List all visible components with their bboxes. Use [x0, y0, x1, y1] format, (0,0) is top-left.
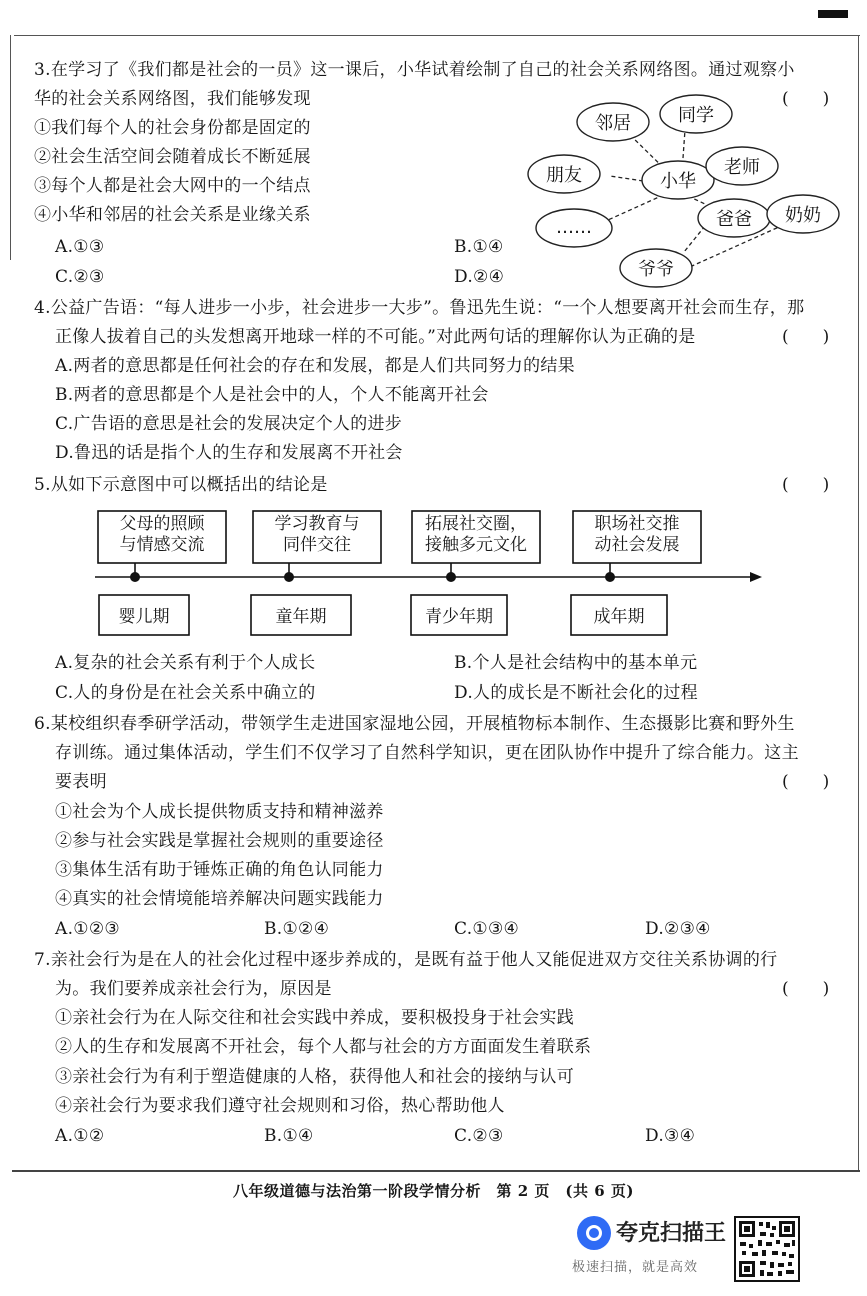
- q7-item-4: ④亲社会行为要求我们遵守社会规则和习俗，热心帮助他人: [55, 1096, 505, 1116]
- q6-option-a: A.①②③: [55, 919, 120, 939]
- q4-option-c: C.广告语的意思是社会的发展决定个人的进步: [55, 414, 403, 434]
- q3-item-3: ③每个人都是社会大网中的一个结点: [34, 176, 311, 196]
- q3-item-4: ④小华和邻居的社会关系是业缘关系: [34, 205, 311, 225]
- scanner-slogan: 极速扫描，就是高效: [572, 1260, 699, 1275]
- q4-answer-paren: ( ): [782, 327, 830, 347]
- page-footer: 八年级道德与法治第一阶段学情分析 第 2 页 (共 6 页): [233, 1182, 634, 1200]
- q7-item-3: ③亲社会行为有利于塑造健康的人格，获得他人和社会的接纳与认可: [55, 1067, 574, 1087]
- q4-option-a: A.两者的意思都是任何社会的存在和发展，都是人们共同努力的结果: [55, 356, 575, 376]
- timeline-infant-desc: 父母的照顾 与情感交流: [119, 514, 205, 555]
- q7-option-a: A.①②: [55, 1126, 105, 1146]
- timeline-stage-child: 童年期: [275, 607, 327, 627]
- node-teacher: 老师: [724, 157, 760, 178]
- timeline-teen-desc: 拓展社交圈， 接触多元文化: [425, 514, 527, 555]
- node-friend: 朋友: [546, 165, 582, 186]
- q6-stem-line2: 存训练。通过集体活动，学生们不仅学习了自然科学知识，更在团队协作中提升了综合能力。这主: [55, 743, 799, 763]
- q7-answer-paren: ( ): [782, 979, 830, 999]
- q3-item-2: ②社会生活空间会随着成长不断延展: [34, 147, 311, 167]
- timeline-stage-adult: 成年期: [593, 607, 645, 627]
- node-xiaohua: 小华: [660, 171, 696, 192]
- q4-stem-line2: 正像人拔着自己的头发想离开地球一样的不可能。”对此两句话的理解你认为正确的是: [55, 327, 696, 347]
- q7-item-1: ①亲社会行为在人际交往和社会实践中养成，要积极投身于社会实践: [55, 1008, 574, 1028]
- timeline-stage-teen: 青少年期: [425, 607, 493, 627]
- q5-option-d: D.人的成长是不断社会化的过程: [454, 683, 698, 703]
- node-neighbor: 邻居: [595, 113, 631, 134]
- q6-option-c: C.①③④: [454, 919, 520, 939]
- q6-stem-line3: 要表明: [55, 772, 107, 792]
- left-rule: [10, 35, 11, 260]
- q7-stem-line2: 为。我们要养成亲社会行为，原因是: [55, 979, 332, 999]
- q3-answer-paren: ( ): [782, 89, 830, 109]
- q7-item-2: ②人的生存和发展离不开社会，每个人都与社会的方方面面发生着联系: [55, 1037, 592, 1057]
- social-network-diagram: [520, 92, 850, 292]
- q7-option-b: B.①④: [264, 1126, 314, 1146]
- q6-answer-paren: ( ): [782, 772, 830, 792]
- q6-option-b: B.①②④: [264, 919, 330, 939]
- q3-option-d: D.②④: [454, 267, 505, 287]
- right-rule: [858, 35, 859, 1170]
- q3-stem-line2: 华的社会关系网络图，我们能够发现: [34, 89, 311, 109]
- q6-item-4: ④真实的社会情境能培养解决问题实践能力: [55, 889, 384, 909]
- timeline-child-desc: 学习教育与 同伴交往: [274, 514, 360, 555]
- q4-option-d: D.鲁迅的话是指个人的生存和发展离不开社会: [55, 443, 403, 463]
- node-ellipsis: ……: [556, 217, 592, 238]
- q7-option-d: D.③④: [645, 1126, 696, 1146]
- q6-item-1: ①社会为个人成长提供物质支持和精神滋养: [55, 802, 384, 822]
- scanner-app-name: 夸克扫描王: [616, 1221, 727, 1246]
- timeline-stage-infant: 婴儿期: [118, 607, 170, 627]
- q5-stem: 5.从如下示意图中可以概括出的结论是: [34, 475, 328, 495]
- q4-option-b: B.两者的意思都是个人是社会中的人，个人不能离开社会: [55, 385, 489, 405]
- timeline-adult-desc: 职场社交推 动社会发展: [594, 514, 680, 555]
- node-grandfather: 爷爷: [638, 259, 674, 280]
- q5-option-a: A.复杂的社会关系有利于个人成长: [55, 653, 316, 673]
- q5-answer-paren: ( ): [782, 475, 830, 495]
- q5-option-b: B.个人是社会结构中的基本单元: [454, 653, 698, 673]
- q3-option-b: B.①④: [454, 237, 504, 257]
- q3-option-a: A.①③: [55, 237, 105, 257]
- node-grandmother: 奶奶: [785, 205, 821, 226]
- q7-stem-line1: 7.亲社会行为是在人的社会化过程中逐步养成的，是既有益于他人又能促进双方交往关系协调的行: [34, 950, 778, 970]
- node-father: 爸爸: [716, 209, 752, 230]
- q4-stem-line1: 4.公益广告语：“每人进步一小步，社会进步一大步”。鲁迅先生说：“一个人想要离开社会而生存，那: [34, 298, 805, 318]
- q3-stem-line1: 3.在学习了《我们都是社会的一员》这一课后，小华试着绘制了自己的社会关系网络图。通过观察小: [34, 60, 795, 80]
- q6-item-3: ③集体生活有助于锤炼正确的角色认同能力: [55, 860, 384, 880]
- q6-option-d: D.②③④: [645, 919, 711, 939]
- scanner-logo-icon: [577, 1216, 611, 1250]
- q7-option-c: C.②③: [454, 1126, 504, 1146]
- page-corner-mark: [818, 10, 848, 18]
- top-rule: [14, 35, 860, 36]
- q3-option-c: C.②③: [55, 267, 105, 287]
- q6-stem-line1: 6.某校组织春季研学活动，带领学生走进国家湿地公园，开展植物标本制作、生态摄影比赛和野外生: [34, 714, 795, 734]
- qr-code-icon: [734, 1216, 800, 1282]
- q6-item-2: ②参与社会实践是掌握社会规则的重要途径: [55, 831, 384, 851]
- q5-option-c: C.人的身份是在社会关系中确立的: [55, 683, 316, 703]
- bottom-rule: [12, 1170, 860, 1172]
- node-classmate: 同学: [678, 105, 714, 126]
- q3-item-1: ①我们每个人的社会身份都是固定的: [34, 118, 311, 138]
